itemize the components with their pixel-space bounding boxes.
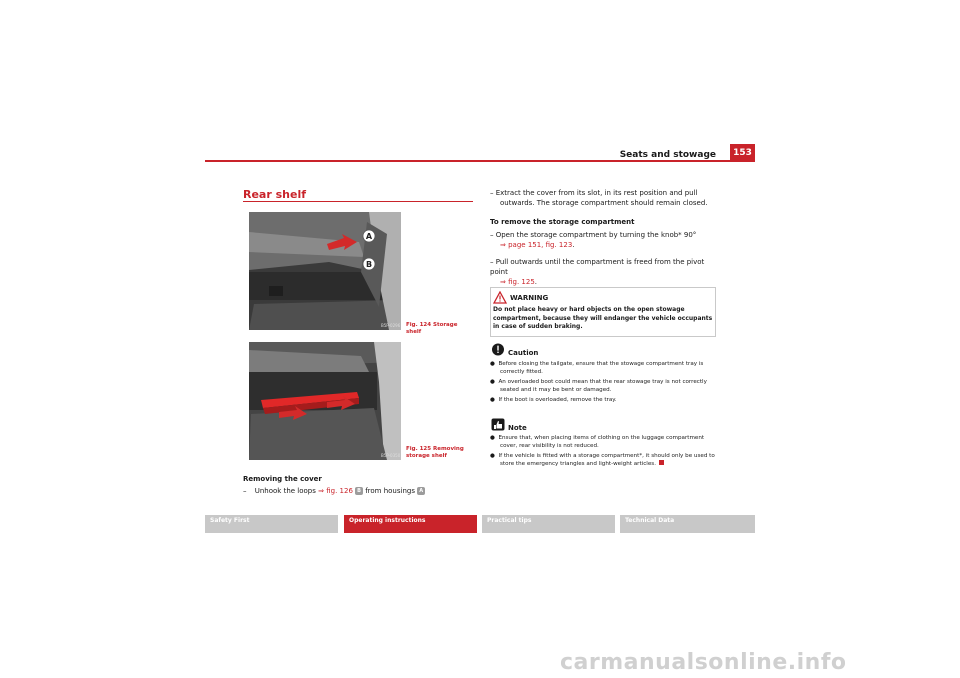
step-extract-cover: – Extract the cover from its slot, in its rest position and pull outwards. The storage compartment should remain closed. (490, 189, 708, 207)
caution-item: ● An overloaded boot could mean that the rear stowage tray is not correctly seated and it may be bent or damaged. (490, 379, 707, 393)
note-icon (491, 416, 505, 435)
note-item: ● If the vehicle is fitted with a storage compartment*, it should only be used to store the emergency triangles and light-weight articles. (490, 453, 715, 467)
end-marker-icon (659, 460, 664, 465)
warning-text: Do not place heavy or hard objects on the open stowage compartment, because they will endanger the vehicle occupants in case of sudden braking. (493, 306, 713, 330)
watermark: carmanualsonline.info (560, 650, 847, 675)
page-number: 153 (730, 144, 755, 162)
page-151-link[interactable]: ⇒ page 151, fig. 123 (500, 241, 573, 249)
caution-list (490, 360, 716, 404)
note-title: Note (508, 424, 527, 432)
figure-storage-shelf (249, 212, 401, 330)
caution-item: ● If the boot is overloaded, remove the tray. (490, 397, 617, 403)
tab-technical-data[interactable]: Technical Data (620, 515, 755, 533)
section-title: Rear shelf (243, 188, 307, 201)
tab-operating-instructions[interactable]: Operating instructions (344, 515, 477, 533)
caution-item: ● Before closing the tailgate, ensure that the stowage compartment tray is correctly fitted. (490, 361, 704, 375)
warning-title: WARNING (510, 294, 549, 302)
housing-a-badge: A (419, 488, 424, 494)
note-item: ● Ensure that, when placing items of clothing on the luggage compartment cover, rear visibility is not reduced. (490, 435, 705, 449)
label-a: A (365, 232, 373, 241)
step-open-compartment: – Open the storage compartment by turning the knob* 90° ⇒ page 151, fig. 123. (490, 231, 697, 249)
tab-safety-first[interactable]: Safety First (205, 515, 338, 533)
fig-125-link[interactable]: ⇒ fig. 125 (500, 278, 535, 286)
header-rule (205, 160, 755, 162)
step-pull-compartment: – Pull outwards until the compartment is freed from the pivot point ⇒ fig. 125. (490, 258, 705, 286)
caution-title: Caution (508, 349, 539, 357)
figure-code: B5P-0350 (381, 453, 401, 458)
step-unhook-loops: – Unhook the loops ⇒ fig. 126 B from housings A (243, 487, 424, 495)
figure-caption: Fig. 125 Removing storage shelf (406, 446, 464, 459)
tab-practical-tips[interactable]: Practical tips (482, 515, 615, 533)
fig-126-link[interactable]: ⇒ fig. 126 (318, 487, 353, 495)
figure-code: B5P-0296 (381, 323, 401, 328)
removing-cover-heading: Removing the cover (243, 475, 322, 483)
section-rule (243, 201, 473, 202)
note-list (490, 434, 716, 468)
caution-icon (491, 341, 505, 360)
figure-caption: Fig. 124 Storage shelf (406, 322, 458, 335)
header-title: Seats and stowage (619, 150, 716, 160)
housing-b-badge: B (357, 488, 361, 494)
storage-compartment-heading: To remove the storage compartment (490, 218, 635, 226)
figure-removing-storage-shelf (249, 342, 401, 460)
label-b: B (365, 260, 373, 269)
